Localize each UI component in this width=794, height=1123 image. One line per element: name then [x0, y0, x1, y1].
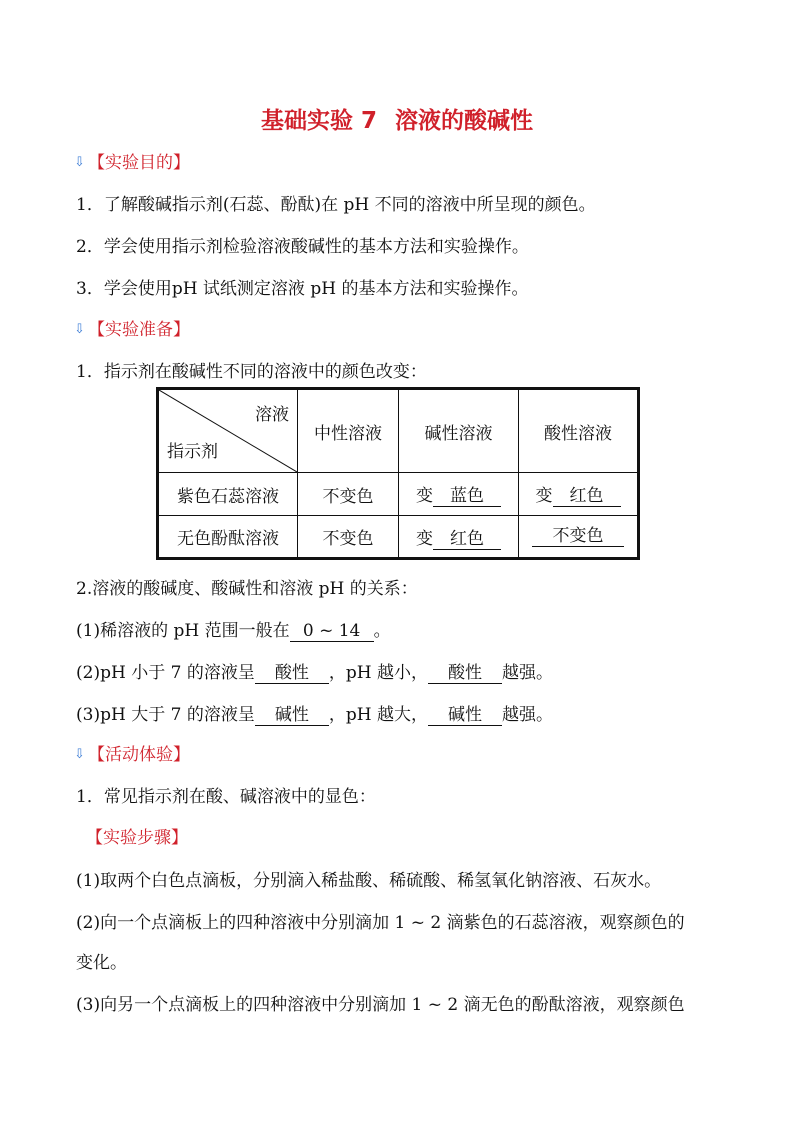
activity-item-1: 1．常见指示剂在酸、碱溶液中的显色：	[76, 787, 376, 807]
header-neutral: 中性溶液	[298, 389, 399, 473]
answer-blank: 碱性	[255, 705, 329, 726]
cell-basic	[399, 473, 519, 516]
answer-blank: 红色	[553, 486, 621, 507]
relation-text: ，pH 越小，	[328, 663, 428, 683]
title-experiment-number: 基础实验 7	[260, 108, 377, 134]
table-row	[158, 473, 639, 516]
cell-acidic	[519, 516, 639, 559]
prep-item-2: 2.溶液的酸碱度、酸碱性和溶液 pH 的关系：	[76, 579, 418, 599]
step-1: (1)取两个白色点滴板，分别滴入稀盐酸、稀硫酸、稀氢氧化钠溶液、石灰水。	[76, 871, 662, 891]
indicator-color-table	[156, 387, 640, 560]
relation-text: (1)稀溶液的 pH 范围一般在	[76, 621, 290, 641]
header-acidic: 酸性溶液	[519, 389, 639, 473]
purpose-item-2: 2．学会使用指示剂检验溶液酸碱性的基本方法和实验操作。	[76, 237, 529, 257]
cell-acidic	[519, 473, 639, 516]
cell-neutral: 不变色	[298, 473, 399, 516]
table-corner-cell	[158, 389, 298, 473]
section-purpose-label: 【实验目的】	[88, 153, 190, 173]
cell-prefix: 变	[535, 486, 553, 506]
step-3: (3)向另一个点滴板上的四种溶液中分别滴加 1 ~ 2 滴无色的酚酞溶液，观察颜色	[76, 995, 685, 1015]
relation-text: 越强。	[501, 705, 553, 725]
answer-blank: 蓝色	[433, 486, 501, 507]
answer-blank: 0 ~ 14	[290, 621, 374, 642]
section-marker-icon: ⇩	[74, 322, 85, 337]
purpose-item-3: 3．学会使用pH 试纸测定溶液 pH 的基本方法和实验操作。	[76, 279, 529, 299]
title-topic: 溶液的酸碱性	[395, 108, 533, 134]
section-purpose	[74, 148, 190, 173]
section-marker-icon: ⇩	[74, 155, 85, 170]
step-2-line-1: (2)向一个点滴板上的四种溶液中分别滴加 1 ~ 2 滴紫色的石蕊溶液，观察颜色的	[76, 913, 685, 933]
section-preparation-label: 【实验准备】	[88, 320, 190, 340]
relation-text: ，pH 越大，	[328, 705, 428, 725]
purpose-item-1: 1．了解酸碱指示剂(石蕊、酚酞)在 pH 不同的溶液中所呈现的颜色。	[76, 195, 596, 215]
answer-blank: 酸性	[428, 663, 502, 684]
answer-blank: 碱性	[428, 705, 502, 726]
row-indicator-name: 紫色石蕊溶液	[158, 473, 298, 516]
relation-text: 。	[373, 621, 391, 641]
section-preparation	[74, 315, 190, 340]
answer-blank: 酸性	[255, 663, 329, 684]
relation-text: (2)pH 小于 7 的溶液呈	[76, 663, 255, 683]
corner-header-indicator: 指示剂	[167, 442, 218, 462]
step-2-line-2: 变化。	[76, 953, 127, 973]
cell-prefix: 变	[416, 528, 433, 549]
header-basic: 碱性溶液	[399, 389, 519, 473]
section-marker-icon: ⇩	[74, 747, 85, 762]
cell-basic	[399, 516, 519, 559]
cell-neutral: 不变色	[298, 516, 399, 559]
section-activity-label: 【活动体验】	[88, 745, 190, 765]
answer-blank: 红色	[433, 529, 501, 550]
relation-2	[76, 658, 553, 684]
relation-text: (3)pH 大于 7 的溶液呈	[76, 705, 255, 725]
cell-prefix: 变	[416, 486, 433, 506]
relation-text: 越强。	[501, 663, 553, 683]
row-indicator-name: 无色酚酞溶液	[158, 516, 298, 559]
section-activity	[74, 740, 190, 765]
table-row	[158, 516, 639, 559]
page-title	[0, 102, 794, 135]
prep-item-1: 1．指示剂在酸碱性不同的溶液中的颜色改变：	[76, 362, 427, 382]
relation-3	[76, 700, 553, 726]
steps-heading: 【实验步骤】	[86, 828, 188, 848]
corner-header-solution: 溶液	[255, 405, 289, 425]
relation-1	[76, 616, 391, 642]
answer-blank: 不变色	[532, 526, 624, 547]
